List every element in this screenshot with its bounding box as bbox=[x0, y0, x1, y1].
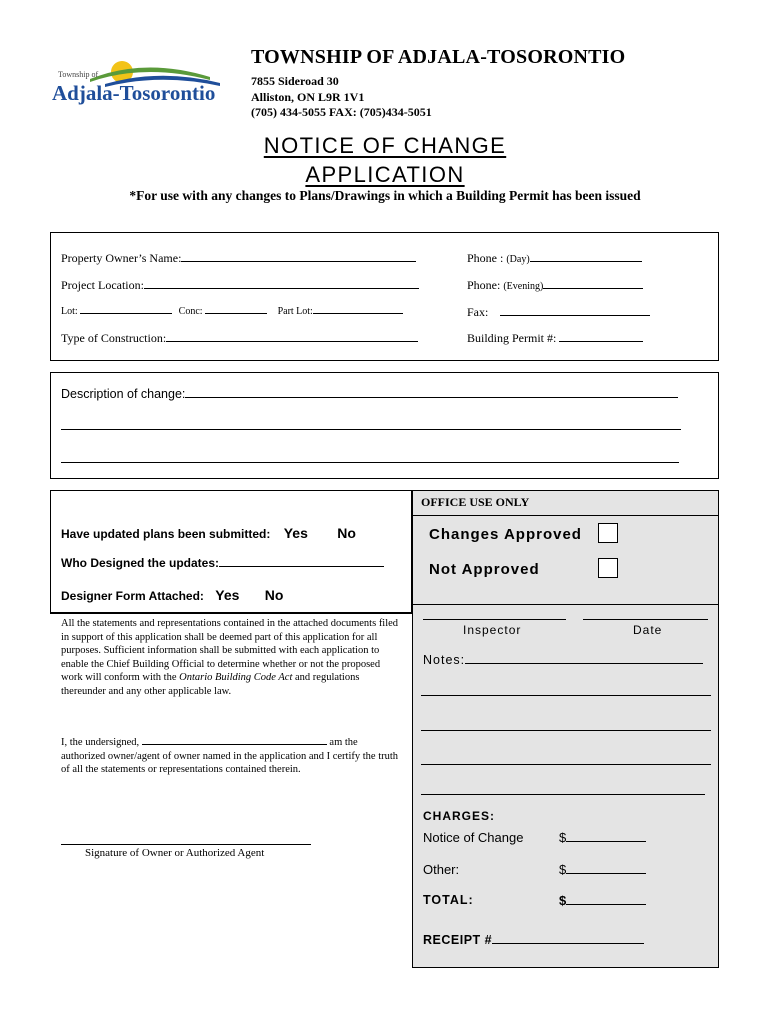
total-dollar: $ bbox=[559, 893, 567, 908]
changes-approved-label: Changes Approved bbox=[429, 526, 582, 543]
notes-input-5[interactable] bbox=[421, 794, 705, 795]
building-permit-row bbox=[467, 331, 643, 346]
charges-heading: CHARGES: bbox=[423, 809, 496, 823]
total-amount-row bbox=[559, 893, 646, 908]
signature-label: Signature of Owner or Authorized Agent bbox=[85, 847, 265, 859]
statement-text-a: All the statements and representations contained in the attached documents filed in support of this application shall be deemed part of this application for all purposes. Sufficient information shall be submitted with each application to enable the Chief Building Official to determine whether or not the proposed work will conform with the bbox=[61, 618, 399, 684]
construction-type-input[interactable] bbox=[166, 340, 418, 342]
office-title-divider bbox=[412, 515, 719, 516]
updated-plans-row bbox=[61, 525, 356, 541]
phone-day-row bbox=[467, 251, 642, 266]
designer-form-row bbox=[61, 587, 283, 603]
project-location-label: Project Location: bbox=[61, 278, 144, 292]
project-location-input[interactable] bbox=[144, 287, 419, 289]
receipt-row bbox=[423, 933, 644, 947]
certification-text-b: am the authorized owner/agent of owner named in the application and I certify the truth of all the statements or representations contained therein. bbox=[61, 737, 399, 776]
project-location-row bbox=[61, 278, 419, 293]
township-logo bbox=[50, 55, 235, 110]
updated-plans-no[interactable]: No bbox=[337, 525, 356, 541]
notice-of-change-amount-row bbox=[559, 830, 646, 845]
part-lot-label: Part Lot: bbox=[277, 306, 313, 317]
notes-label: Notes: bbox=[423, 653, 466, 667]
inspector-label: Inspector bbox=[463, 623, 522, 637]
designer-row bbox=[61, 556, 384, 570]
date-label: Date bbox=[633, 623, 663, 637]
notice-of-change-amount-input[interactable] bbox=[566, 840, 646, 842]
other-label: Other: bbox=[423, 862, 460, 877]
phone-evening-input[interactable] bbox=[543, 287, 643, 289]
phone-fax-line: (705) 434-5055 FAX: (705)434-5051 bbox=[251, 105, 432, 119]
logo-small-text: Township of bbox=[58, 70, 99, 79]
statement-divider bbox=[50, 613, 412, 615]
construction-type-label: Type of Construction: bbox=[61, 331, 167, 345]
building-permit-label: Building Permit #: bbox=[467, 331, 557, 345]
notes-row bbox=[423, 653, 703, 667]
other-amount-row bbox=[559, 862, 646, 877]
fax-label: Fax: bbox=[467, 305, 489, 319]
description-input-3[interactable] bbox=[61, 462, 679, 463]
phone-evening-note: (Evening) bbox=[503, 281, 544, 292]
phone-day-note: (Day) bbox=[506, 254, 530, 265]
address-line-1: 7855 Sideroad 30 bbox=[251, 74, 339, 88]
conc-input[interactable] bbox=[205, 312, 267, 314]
other-dollar: $ bbox=[559, 862, 567, 877]
notice-of-change-label: Notice of Change bbox=[423, 830, 524, 845]
designer-input[interactable] bbox=[219, 565, 384, 567]
phone-day-input[interactable] bbox=[530, 260, 642, 262]
fax-row bbox=[467, 305, 650, 320]
designer-label: Who Designed the updates: bbox=[61, 556, 220, 570]
designer-form-yes[interactable]: Yes bbox=[215, 587, 240, 603]
notes-input-3[interactable] bbox=[421, 730, 711, 731]
signature-line[interactable] bbox=[61, 844, 311, 845]
conc-label: Conc: bbox=[178, 306, 203, 317]
statement-act-name: Ontario Building Code Act bbox=[179, 672, 293, 684]
form-title bbox=[0, 131, 770, 160]
not-approved-label: Not Approved bbox=[429, 561, 540, 578]
logo-name: Adjala-Tosorontio bbox=[52, 81, 216, 105]
owner-name-label: Property Owner’s Name: bbox=[61, 251, 182, 265]
designer-form-label: Designer Form Attached: bbox=[61, 589, 204, 603]
certification-paragraph bbox=[61, 736, 401, 777]
form-title-line-2: APPLICATION bbox=[305, 162, 465, 187]
owner-name-input[interactable] bbox=[181, 260, 416, 262]
other-amount-input[interactable] bbox=[566, 872, 646, 874]
building-permit-input[interactable] bbox=[559, 340, 643, 342]
changes-approved-checkbox[interactable] bbox=[598, 523, 618, 543]
form-title-2 bbox=[0, 160, 770, 189]
office-use-title: OFFICE USE ONLY bbox=[421, 495, 530, 509]
description-label: Description of change: bbox=[61, 387, 186, 401]
description-input-2[interactable] bbox=[61, 429, 681, 430]
updated-plans-label: Have updated plans been submitted: bbox=[61, 527, 271, 541]
lot-input[interactable] bbox=[80, 312, 172, 314]
statement-paragraph bbox=[61, 617, 401, 699]
notes-input-4[interactable] bbox=[421, 764, 711, 765]
notice-of-change-dollar: $ bbox=[559, 830, 567, 845]
receipt-input[interactable] bbox=[492, 942, 644, 944]
owner-name-row bbox=[61, 251, 416, 266]
inspector-input[interactable] bbox=[423, 619, 566, 620]
address-line-2: Alliston, ON L9R 1V1 bbox=[251, 90, 365, 104]
certification-text-a: I, the undersigned, bbox=[61, 737, 142, 748]
form-subtitle: *For use with any changes to Plans/Drawings in which a Building Permit has been issued bbox=[129, 188, 641, 203]
date-input[interactable] bbox=[583, 619, 708, 620]
undersigned-name-input[interactable] bbox=[142, 743, 327, 745]
township-title: TOWNSHIP OF ADJALA-TOSORONTIO bbox=[251, 46, 626, 68]
statement-text-b: and regulations thereunder and any other applicable law. bbox=[61, 672, 360, 697]
office-approval-divider bbox=[412, 604, 719, 605]
fax-input[interactable] bbox=[500, 314, 650, 316]
description-input-1[interactable] bbox=[185, 396, 678, 398]
receipt-label: RECEIPT # bbox=[423, 933, 493, 947]
lot-row bbox=[61, 306, 403, 317]
designer-form-no[interactable]: No bbox=[264, 587, 284, 603]
notes-input-2[interactable] bbox=[421, 695, 711, 696]
construction-type-row bbox=[61, 331, 418, 346]
updated-plans-yes[interactable]: Yes bbox=[283, 525, 308, 541]
total-amount-input[interactable] bbox=[566, 903, 646, 905]
total-label: TOTAL: bbox=[423, 893, 474, 907]
phone-day-label: Phone : bbox=[467, 251, 504, 265]
not-approved-checkbox[interactable] bbox=[598, 558, 618, 578]
phone-evening-row bbox=[467, 278, 643, 293]
notes-input-1[interactable] bbox=[465, 662, 703, 664]
phone-evening-label: Phone: bbox=[467, 278, 501, 292]
lot-label: Lot: bbox=[61, 306, 78, 317]
description-row bbox=[61, 387, 678, 401]
part-lot-input[interactable] bbox=[313, 312, 403, 314]
form-title-line-1: NOTICE OF CHANGE bbox=[263, 133, 507, 158]
